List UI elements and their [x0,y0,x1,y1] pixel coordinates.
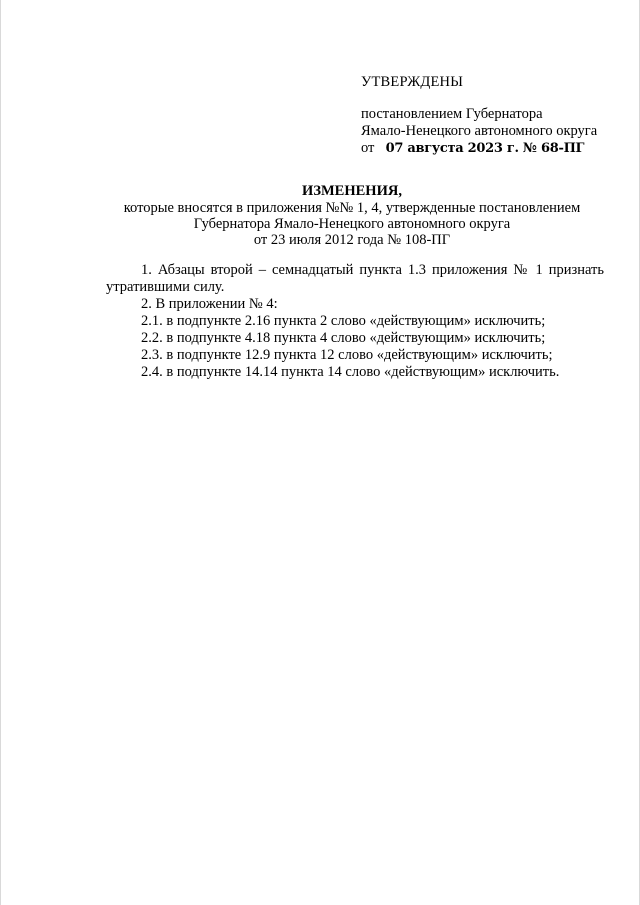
page-edge-left [0,0,1,905]
paragraph-1 [106,262,604,296]
paragraph-2: 2. В приложении № 4: [141,296,278,312]
approval-heading: УТВЕРЖДЕНЫ [361,74,464,90]
approval-line-2: Ямало-Ненецкого автономного округа [361,123,598,139]
paragraph-1-line-1: 1. Абзацы второй – семнадцатый пункта 1.3 приложения № 1 признать [141,262,604,278]
document-body [106,262,604,381]
approval-date-prefix: от [361,140,375,156]
paragraph-2-2: 2.2. в подпункте 4.18 пункта 4 слово «действующим» исключить; [141,330,546,346]
document-title: ИЗМЕНЕНИЯ, [302,183,402,199]
title-line-3: от 23 июля 2012 года № 108-ПГ [253,232,451,248]
title-line-1: которые вносятся в приложения №№ 1, 4, утвержденные постановлением [123,200,581,216]
approval-line-1: постановлением Губернатора [361,106,543,122]
paragraph-1-line-2: утратившими силу. [106,279,225,295]
paragraph-2-4: 2.4. в подпункте 14.14 пункта 14 слово «действующим» исключить. [141,364,560,380]
paragraph-2-3: 2.3. в подпункте 12.9 пункта 12 слово «действующим» исключить; [141,347,553,363]
paragraph-2-1: 2.1. в подпункте 2.16 пункта 2 слово «действующим» исключить; [141,313,546,329]
title-block [100,183,604,248]
title-line-2: Губернатора Ямало-Ненецкого автономного округа [193,216,511,232]
approval-date-row [361,140,621,157]
approval-date-value: 07 августа 2023 г. № 68-ПГ [385,141,585,156]
approval-block [361,74,621,157]
